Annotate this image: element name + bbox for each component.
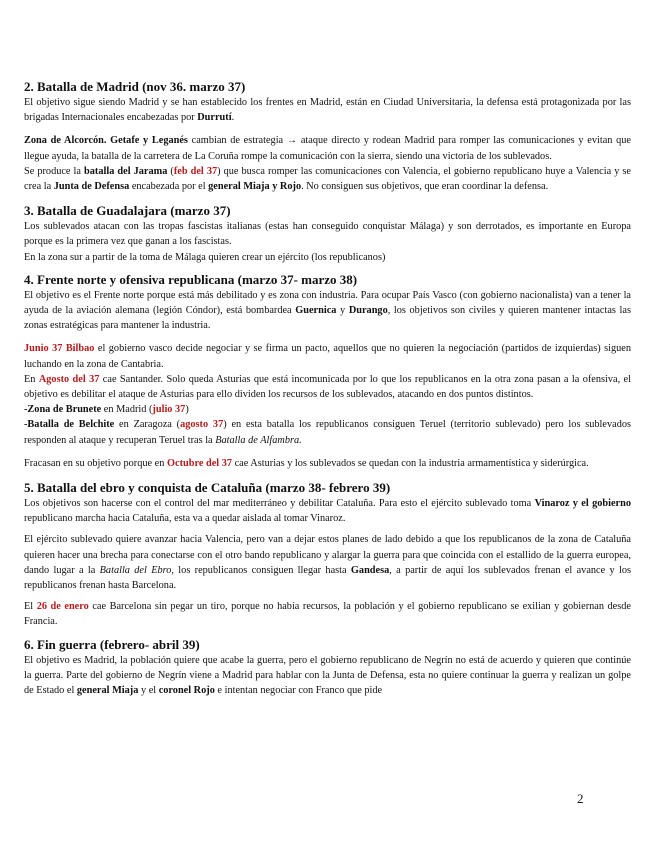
section-heading-frente-norte: 4. Frente norte y ofensiva republicana (marzo 37- marzo 38) <box>24 271 358 287</box>
section-heading-fin-guerra: 6. Fin guerra (febrero- abril 39) <box>24 636 200 652</box>
paragraph: Zona de Alcorcón. Getafe y Leganés cambian de estrategia → ataque directo y rodean Madrid para romper las comunicaciones y evitan que llegue ayuda, la batalla de la carretera de La Coruña rompe la comunicación con la sierra, siendo una victoria de los sublevados. <box>24 135 632 162</box>
section-heading-guadalajara: 3. Batalla de Guadalajara (marzo 37) <box>24 203 231 219</box>
paragraph: El ejército sublevado quiere avanzar hacia Valencia, pero van a dejar estos planes de lado debido a que los republicanos de la zona de Cataluña quieren hacer una brecha para conectarse con el otro bando republicano y alargar la guerra para que coincida con el estallido de la guerra europea, dando lugar a la Batalla del Ebro, los republicanos consiguen llegar hasta Gandesa, a partir de aquí los sublevados frenan el avance y los republicanos frenan hasta Barcelona. <box>24 534 631 592</box>
paragraph: -Batalla de Belchite en Zaragoza (agosto 37) en esta batalla los republicanos consiguen Teruel (territorio sublevado) pero los sublevados responden al ataque y recuperan Teruel tras la Batalla de Alfambra. <box>24 419 632 446</box>
paragraph: El 26 de enero cae Barcelona sin pegar un tiro, porque no había recursos, la población y el gobierno republicano se exilian y gobiernan desde Francia. <box>24 601 631 628</box>
paragraph: Los objetivos son hacerse con el control del mar mediterráneo y debilitar Cataluña. Para esto el ejército sublevado toma Vinaroz y el gobierno republicano marcha hacia Cataluña, esta va a quedar aislada al tomar Vinaroz. <box>24 498 631 525</box>
paragraph: Se produce la batalla del Jarama (feb del 37) que busca romper las comunicaciones con Valencia, el gobierno republicano huye a Valencia y se crea la Junta de Defensa encabezada por el general Miaja y Rojo. No consiguen sus objetivos, que eran coordinar la defensa. <box>24 165 631 193</box>
paragraph: El objetivo es Madrid, la población quiere que acabe la guerra, pero el gobierno republicano de Negrín no está de acuerdo y quieren que continúe la guerra. Parte del gobierno de Negrín viene a Madrid para hablar con la Junta de Defensa, esta no quiere continuar la guerra y realizan un golpe de Estado el general Miaja y el coronel Rojo e intentan negociar con Franco que pide <box>24 654 631 697</box>
paragraph: En Agosto del 37 cae Santander. Solo queda Asturias que está incomunicada por lo que los republicanos en la otra zona pasan a la ofensiva, el objetivo es debilitar el ataque de Asturias para ello dividen los recursos de los sublevados, atacando en dos puntos distintos. <box>24 373 631 401</box>
page-number: 2 <box>577 791 584 806</box>
document-page <box>24 78 631 698</box>
paragraph: Los sublevados atacan con las tropas fascistas italianas (estas han conseguido conquistar Málaga) y son derrotados, es importante en Europa porque es la primera vez que ganan a los fascistas. <box>24 221 631 248</box>
paragraph: El objetivo sigue siendo Madrid y se han establecido los frentes en Madrid, están en Ciudad Universitaria, la defensa está protagonizada por las brigadas Internacionales encabezadas por Durrutí. <box>24 97 631 124</box>
paragraph: Fracasan en su objetivo porque en Octubre del 37 cae Asturias y los sublevados se quedan con la industria armamentística y siderúrgica. <box>24 457 589 469</box>
section-heading-madrid: 2. Batalla de Madrid (nov 36. marzo 37) <box>24 79 246 94</box>
paragraph: El objetivo es el Frente norte porque está más debilitado y es zona con industria. Para ocupar País Vasco (con gobierno nacionalista) van a tener la ayuda de la aviación alemana (legión Cóndor), está bombardea Guernica y Durango, los objetivos son civiles y quieren mantener intactas las zonas estratégicas para mantener la industria. <box>24 289 631 332</box>
paragraph: Junio 37 Bilbao el gobierno vasco decide negociar y se firma un pacto, aquellos que no quieren la negociación (partidos de izquierdas) siguen luchando en la zona de Cantabria. <box>24 343 631 370</box>
section-heading-ebro: 5. Batalla del ebro y conquista de Cataluña (marzo 38- febrero 39) <box>24 480 391 496</box>
paragraph: En la zona sur a partir de la toma de Málaga quieren crear un ejército (los republicanos) <box>24 251 386 263</box>
paragraph: -Zona de Brunete en Madrid (julio 37) <box>24 404 189 416</box>
